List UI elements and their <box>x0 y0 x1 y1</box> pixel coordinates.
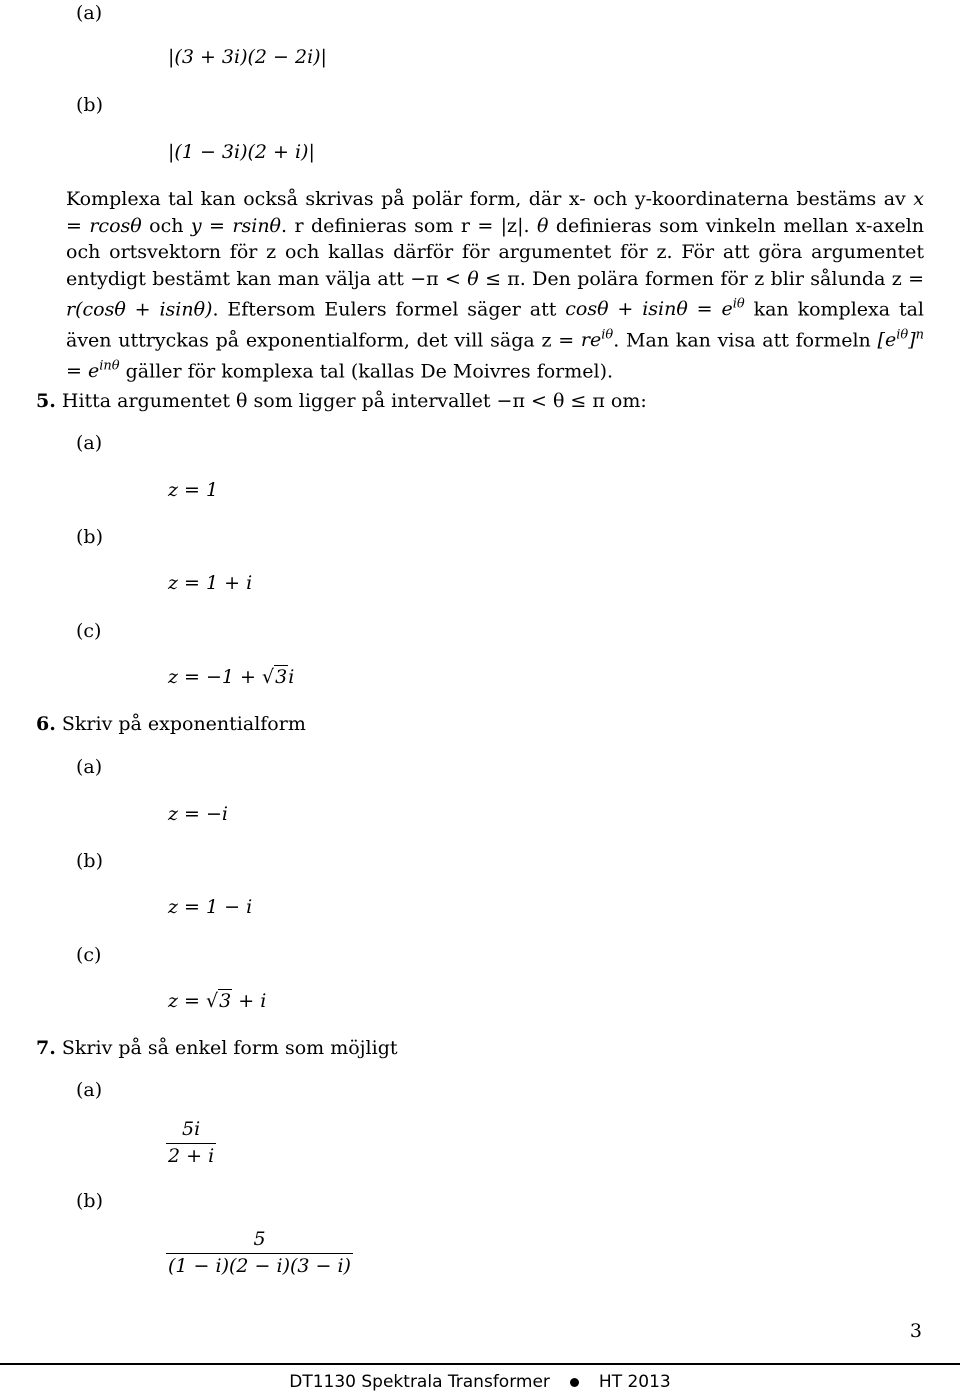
question-5 <box>36 390 647 413</box>
math-inline: $\cos\theta + isin\theta = e^{i\theta}$ <box>565 297 745 321</box>
fraction-denominator: 2 + i <box>168 1144 215 1167</box>
fraction-bar <box>166 1143 216 1144</box>
math-inline: θ <box>467 267 479 290</box>
fraction-numerator: 5 <box>253 1228 266 1250</box>
item-label-a: (a) <box>76 432 103 454</box>
fraction <box>166 1118 216 1169</box>
sqrt-symbol: √3 <box>206 990 232 1012</box>
page-number: 3 <box>909 1320 922 1342</box>
paragraph-text: Komplexa tal kan också skrivas på polär form, där x- och y-koordinaterna bestäms av <box>66 188 906 210</box>
math-expression: z = 1 <box>168 479 219 501</box>
fraction <box>166 1228 353 1279</box>
footer-term: HT 2013 <box>598 1372 671 1392</box>
item-label-b: (b) <box>76 850 103 872</box>
fraction-denominator: (1 − i)(2 − i)(3 − i) <box>168 1254 351 1277</box>
item-label-b: (b) <box>76 94 103 116</box>
question-7 <box>36 1037 398 1060</box>
math-expression: z = −1 + √3i <box>168 666 295 688</box>
footer-divider <box>0 1363 960 1365</box>
fraction-numerator: 5i <box>182 1118 201 1140</box>
item-label-b: (b) <box>76 1190 103 1212</box>
footer-course: DT1130 Spektrala Transformer <box>289 1372 550 1392</box>
paragraph-text: ≤ π. Den polära formen för z blir sålunda z = <box>485 267 925 290</box>
footer <box>0 1372 960 1392</box>
sqrt-symbol: √3 <box>262 666 288 688</box>
question-number: 6. <box>36 713 56 735</box>
math-inline: θ <box>536 214 549 237</box>
math-expression: z = −i <box>168 803 229 825</box>
paragraph-text: gäller för komplexa tal (kallas De Moivres formel). <box>125 359 614 382</box>
paragraph-text: . Eftersom Eulers formel säger att <box>212 298 557 321</box>
item-label-b: (b) <box>76 526 103 548</box>
question-number: 5. <box>36 390 56 412</box>
question-6 <box>36 713 306 736</box>
math-expression: |(3 + 3i)(2 − 2i)| <box>168 46 327 68</box>
paragraph-text: . r definieras som r = |z|. <box>281 214 530 237</box>
math-inline: $re^{i\theta}$ <box>580 327 614 352</box>
math-inline: x = rcosθ <box>66 188 924 237</box>
bullet-icon <box>570 1378 579 1387</box>
item-label-a: (a) <box>76 1079 103 1101</box>
math-expression: z = √3 + i <box>168 990 267 1012</box>
item-label-c: (c) <box>76 944 102 966</box>
item-label-a: (a) <box>76 756 103 778</box>
paragraph-text: definieras som vinkeln mellan x-axeln och ortsvektorn för z och kallas därför för argumentet för z. För att göra argumentet entydigt bestämt kan man välja att −π < <box>66 214 925 290</box>
question-text: Skriv på så enkel form som möjligt <box>61 1037 398 1059</box>
question-text: Hitta argumentet θ som ligger på intervallet −π < θ ≤ π om: <box>61 390 647 412</box>
item-label-a: (a) <box>76 2 103 24</box>
paragraph-text: kan komplexa tal även uttryckas på exponentialform, det vill säga z = <box>66 298 924 352</box>
paragraph-text: . Man kan visa att formeln <box>613 329 871 352</box>
question-number: 7. <box>36 1037 56 1059</box>
item-label-c: (c) <box>76 620 102 642</box>
math-expression: z = 1 + i <box>168 572 253 594</box>
fraction-bar <box>166 1253 353 1254</box>
polar-form-paragraph <box>66 186 924 384</box>
math-expression: z = 1 − i <box>168 896 253 918</box>
math-expression: |(1 − 3i)(2 + i)| <box>168 141 315 163</box>
question-text: Skriv på exponentialform <box>61 713 306 735</box>
math-inline: $[e^{i\theta}]^n = e^{in\theta}$ <box>66 327 924 382</box>
math-inline: r(cosθ + isinθ) <box>66 298 213 321</box>
paragraph-text: och <box>149 214 184 237</box>
math-inline: y = rsinθ <box>190 214 281 237</box>
